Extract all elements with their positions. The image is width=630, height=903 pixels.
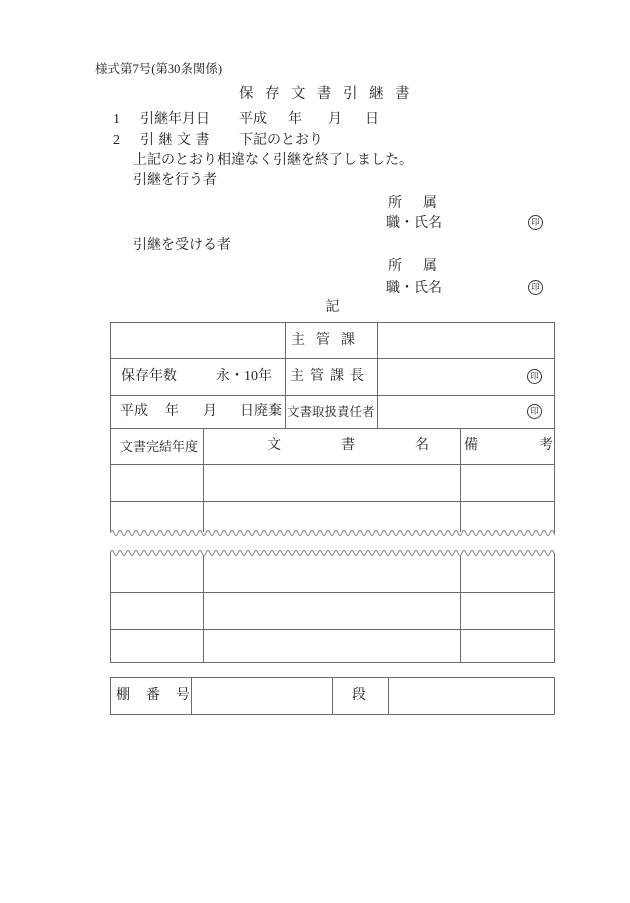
- table-border-line: [332, 677, 333, 715]
- table-border-line: [110, 322, 111, 533]
- retention-years-label: 保存年数: [121, 369, 177, 384]
- shelf-number-label: 棚番号: [116, 688, 206, 703]
- tier-label: 段: [352, 688, 366, 703]
- table-border-line: [377, 322, 378, 428]
- document-officer-label: 文書取扱責任者: [287, 405, 375, 419]
- column-header-document-name: 文書名: [267, 438, 489, 453]
- table-border-line: [110, 322, 555, 323]
- form-number: 様式第7号(第30条関係): [95, 62, 223, 76]
- item1-day: 日: [365, 112, 379, 127]
- supervising-section-label: 主管課: [291, 333, 366, 348]
- document-officer-seal-mark: 印: [527, 404, 542, 419]
- retention-years-value: 永・10年: [216, 369, 272, 384]
- item2-label: 引継文書: [140, 133, 214, 148]
- table-border-line: [460, 556, 461, 663]
- item1-era: 平成: [239, 112, 267, 127]
- table-border-line: [285, 322, 286, 428]
- torn-edge-wave: [110, 528, 555, 538]
- item1-year: 年: [288, 112, 302, 127]
- table-border-line: [110, 395, 555, 396]
- table-border-line: [110, 553, 111, 663]
- section-chief-seal-mark: 印: [527, 369, 542, 384]
- record-mark: 記: [325, 300, 340, 315]
- disposal-year: 年: [165, 404, 179, 419]
- item1-number: 1: [113, 112, 120, 127]
- item1-label: 引継年月日: [140, 112, 210, 127]
- transferee-seal-mark: 印: [528, 280, 543, 295]
- page-title: 保存文書引継書: [239, 86, 421, 102]
- table-border-line: [110, 662, 555, 663]
- table-border-line: [554, 677, 555, 715]
- disposal-day-label: 日廃棄: [240, 404, 282, 419]
- table-border-line: [110, 629, 555, 630]
- transferee-name-label: 職・氏名: [386, 281, 442, 296]
- transferor-seal-mark: 印: [528, 215, 543, 230]
- transferor-affiliation-label: 所属: [388, 196, 458, 211]
- item2-value: 下記のとおり: [239, 133, 323, 148]
- table-border-line: [110, 464, 555, 465]
- column-header-completion-year: 文書完結年度: [120, 439, 199, 454]
- transferee-label: 引継を受ける者: [133, 238, 231, 253]
- transferor-name-label: 職・氏名: [386, 216, 442, 231]
- table-border-line: [554, 322, 555, 533]
- table-border-line: [388, 677, 389, 715]
- table-border-line: [110, 592, 555, 593]
- table-border-line: [554, 553, 555, 663]
- column-header-remarks: 備考: [464, 438, 614, 453]
- transferee-affiliation-label: 所属: [388, 259, 458, 274]
- completion-statement: 上記のとおり相違なく引継を終了しました。: [133, 153, 413, 168]
- item1-month: 月: [328, 112, 342, 127]
- disposal-month: 月: [203, 404, 217, 419]
- table-border-line: [110, 428, 555, 429]
- table-border-line: [110, 358, 555, 359]
- section-chief-label: 主管課長: [290, 369, 370, 384]
- transferor-label: 引継を行う者: [133, 173, 217, 188]
- table-border-line: [110, 501, 555, 502]
- table-border-line: [110, 677, 111, 715]
- torn-edge-wave: [110, 548, 555, 558]
- disposal-era: 平成: [120, 404, 148, 419]
- item2-number: 2: [113, 133, 120, 148]
- table-border-line: [203, 428, 204, 532]
- table-border-line: [203, 556, 204, 663]
